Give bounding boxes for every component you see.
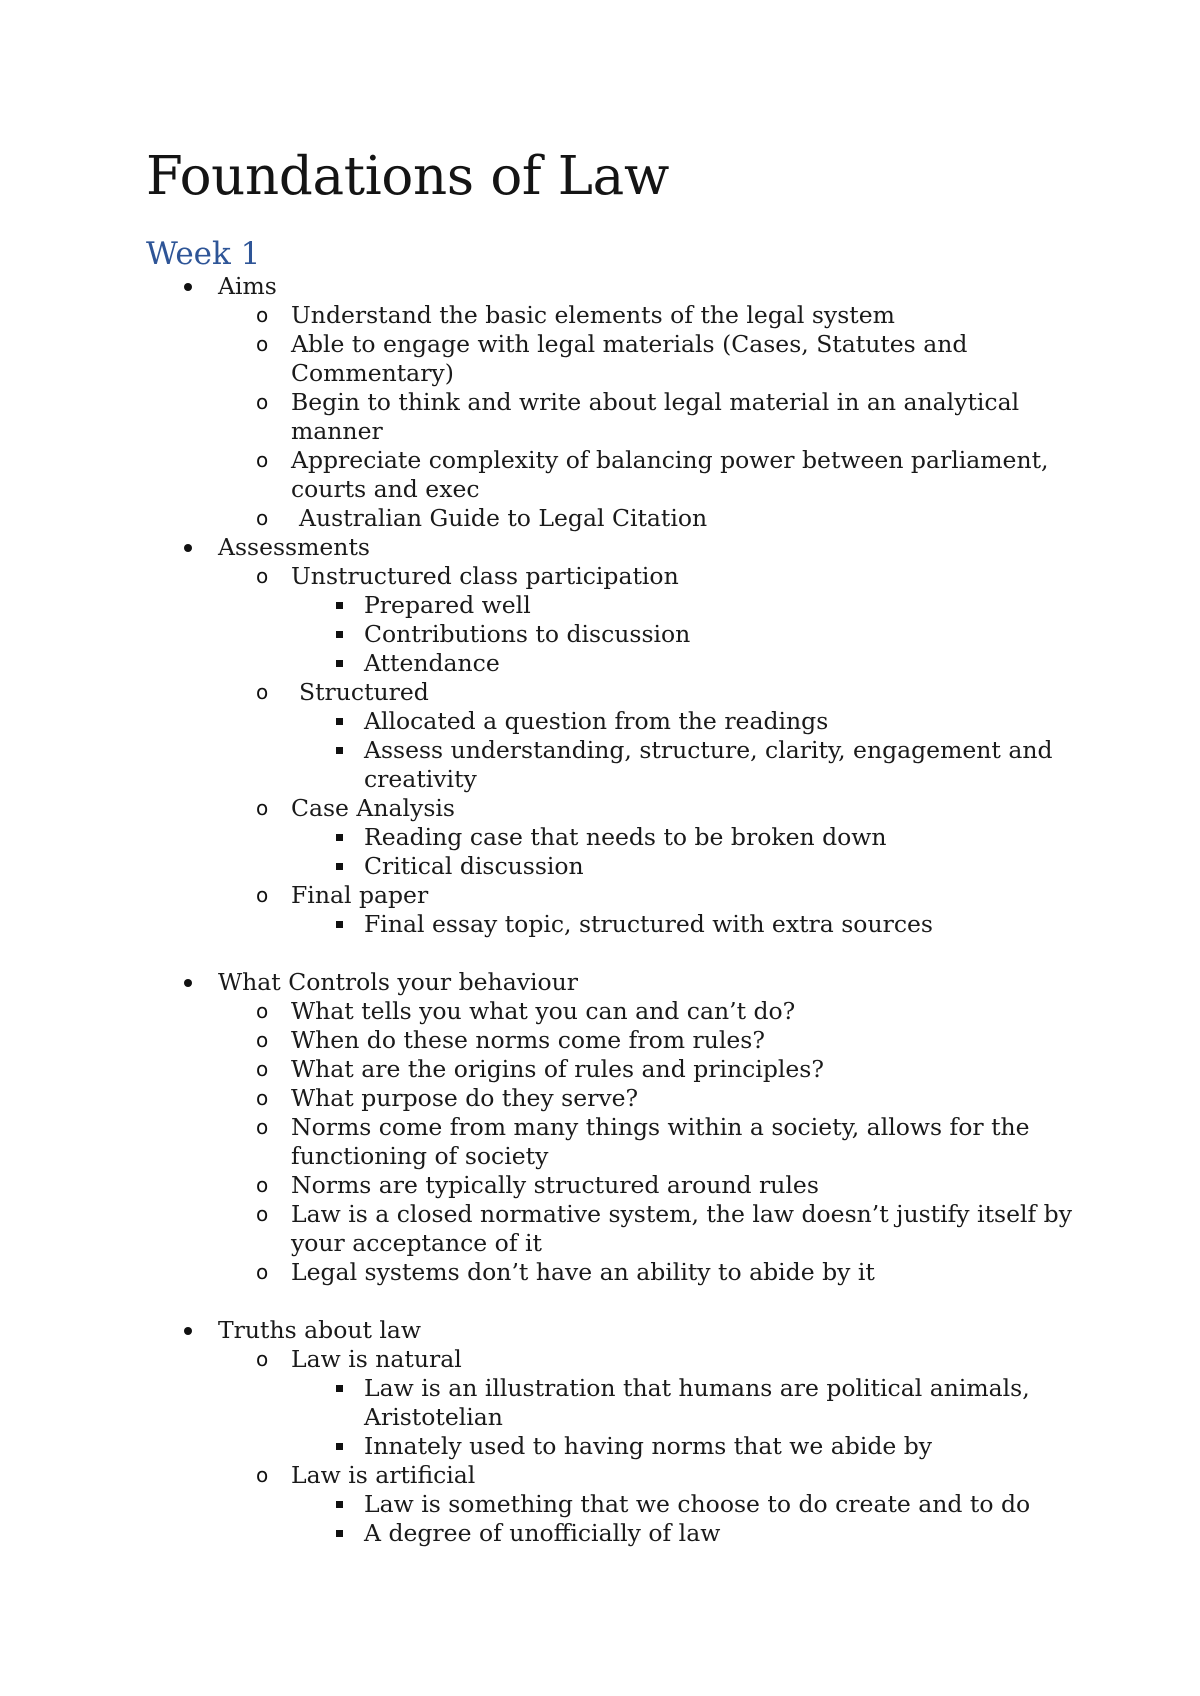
list-item-text: Case Analysis bbox=[291, 794, 455, 822]
list-item bbox=[0, 1519, 1200, 1548]
list-item bbox=[0, 881, 1200, 939]
list-item-text: Prepared well bbox=[364, 591, 531, 619]
square-bullet-icon bbox=[336, 1385, 343, 1392]
list-item bbox=[0, 1026, 1200, 1055]
list-item-text: Reading case that needs to be broken down bbox=[364, 823, 887, 851]
list-item-text: A degree of unofficially of law bbox=[364, 1519, 721, 1547]
list-item-text: Legal systems don’t have an ability to abide by it bbox=[291, 1258, 875, 1286]
circle-bullet-icon: o bbox=[256, 680, 269, 704]
square-bullet-icon bbox=[336, 660, 343, 667]
list-item-text: Law is something that we choose to do create and to do bbox=[364, 1490, 1031, 1518]
bullet-label: Aims bbox=[218, 272, 277, 300]
list-item-text: Innately used to having norms that we abide by bbox=[364, 1432, 933, 1460]
list-item-text: Structured bbox=[299, 678, 429, 706]
list-item bbox=[0, 1171, 1200, 1200]
list-item bbox=[0, 649, 1200, 678]
nested-sublist bbox=[0, 707, 1200, 794]
circle-bullet-icon: o bbox=[256, 796, 269, 820]
list-item-text: Norms are typically structured around rules bbox=[291, 1171, 819, 1199]
list-item bbox=[0, 1113, 1200, 1171]
list-item-text: Final paper bbox=[291, 881, 429, 909]
circle-bullet-icon: o bbox=[256, 332, 269, 356]
circle-bullet-icon: o bbox=[256, 390, 269, 414]
list-item-text: Begin to think and write about legal material in an analytical manner bbox=[291, 388, 1020, 445]
list-item bbox=[0, 736, 1200, 794]
list-item-text: Assess understanding, structure, clarity, engagement and creativity bbox=[364, 736, 1053, 793]
list-item bbox=[0, 1200, 1200, 1258]
circle-bullet-icon: o bbox=[256, 1173, 269, 1197]
circle-bullet-icon: o bbox=[256, 303, 269, 327]
list-item-text: Law is natural bbox=[291, 1345, 462, 1373]
list-item-text: When do these norms come from rules? bbox=[291, 1026, 765, 1054]
list-item-text: Critical discussion bbox=[364, 852, 584, 880]
circle-bullet-icon: o bbox=[256, 564, 269, 588]
list-item-text: Able to engage with legal materials (Cases, Statutes and Commentary) bbox=[291, 330, 968, 387]
list-item bbox=[0, 1374, 1200, 1432]
disc-bullet-icon bbox=[184, 544, 192, 552]
circle-bullet-icon: o bbox=[256, 506, 269, 530]
list-item-text: Unstructured class participation bbox=[291, 562, 679, 590]
list-item-text: Understand the basic elements of the legal system bbox=[291, 301, 895, 329]
square-bullet-icon bbox=[336, 834, 343, 841]
list-item bbox=[0, 1055, 1200, 1084]
circle-bullet-icon: o bbox=[256, 1115, 269, 1139]
list-item bbox=[0, 707, 1200, 736]
list-item-text: Law is artificial bbox=[291, 1461, 476, 1489]
list-item-text: Contributions to discussion bbox=[364, 620, 691, 648]
circle-bullet-icon: o bbox=[256, 1086, 269, 1110]
disc-bullet-icon bbox=[184, 1327, 192, 1335]
document-title: Foundations of Law bbox=[146, 146, 670, 207]
square-bullet-icon bbox=[336, 1501, 343, 1508]
bullet-what-controls-your-behaviour bbox=[0, 968, 1200, 1287]
nested-sublist bbox=[0, 1490, 1200, 1548]
list-item-text: Law is an illustration that humans are political animals, Aristotelian bbox=[364, 1374, 1030, 1431]
bullet-label: Assessments bbox=[218, 533, 370, 561]
truths-sublist bbox=[0, 1345, 1200, 1548]
bullet-truths-about-law bbox=[0, 1316, 1200, 1548]
nested-sublist bbox=[0, 1374, 1200, 1461]
nested-sublist bbox=[0, 910, 1200, 939]
list-item bbox=[0, 678, 1200, 794]
bullet-label: What Controls your behaviour bbox=[218, 968, 579, 996]
square-bullet-icon bbox=[336, 631, 343, 638]
list-item bbox=[0, 620, 1200, 649]
square-bullet-icon bbox=[336, 1443, 343, 1450]
list-item bbox=[0, 388, 1200, 446]
list-item bbox=[0, 794, 1200, 881]
list-item bbox=[0, 330, 1200, 388]
list-item bbox=[0, 301, 1200, 330]
list-item bbox=[0, 1490, 1200, 1519]
behaviour-sublist bbox=[0, 997, 1200, 1287]
list-item bbox=[0, 910, 1200, 939]
circle-bullet-icon: o bbox=[256, 1260, 269, 1284]
square-bullet-icon bbox=[336, 921, 343, 928]
list-item bbox=[0, 1461, 1200, 1548]
bullet-label: Truths about law bbox=[218, 1316, 422, 1344]
list-item bbox=[0, 1084, 1200, 1113]
list-item-text: Australian Guide to Legal Citation bbox=[299, 504, 708, 532]
bullet-assessments bbox=[0, 533, 1200, 939]
list-item bbox=[0, 562, 1200, 678]
square-bullet-icon bbox=[336, 1530, 343, 1537]
list-item-text: Allocated a question from the readings bbox=[364, 707, 829, 735]
list-item bbox=[0, 591, 1200, 620]
square-bullet-icon bbox=[336, 602, 343, 609]
circle-bullet-icon: o bbox=[256, 1028, 269, 1052]
circle-bullet-icon: o bbox=[256, 1347, 269, 1371]
circle-bullet-icon: o bbox=[256, 1202, 269, 1226]
square-bullet-icon bbox=[336, 747, 343, 754]
list-item bbox=[0, 852, 1200, 881]
list-item bbox=[0, 1432, 1200, 1461]
circle-bullet-icon: o bbox=[256, 1057, 269, 1081]
list-item-text: What are the origins of rules and principles? bbox=[291, 1055, 824, 1083]
list-item bbox=[0, 1345, 1200, 1461]
nested-sublist bbox=[0, 591, 1200, 678]
list-item bbox=[0, 997, 1200, 1026]
list-item bbox=[0, 823, 1200, 852]
list-item-text: Norms come from many things within a society, allows for the functioning of society bbox=[291, 1113, 1030, 1170]
list-item bbox=[0, 1258, 1200, 1287]
list-item bbox=[0, 446, 1200, 504]
week-heading: Week 1 bbox=[146, 236, 261, 272]
list-item-text: Law is a closed normative system, the law doesn’t justify itself by your acceptance of it bbox=[291, 1200, 1072, 1257]
list-item bbox=[0, 504, 1200, 533]
list-item-text: What purpose do they serve? bbox=[291, 1084, 639, 1112]
circle-bullet-icon: o bbox=[256, 883, 269, 907]
list-item-text: What tells you what you can and can’t do? bbox=[291, 997, 796, 1025]
square-bullet-icon bbox=[336, 863, 343, 870]
circle-bullet-icon: o bbox=[256, 999, 269, 1023]
assessments-sublist bbox=[0, 562, 1200, 939]
circle-bullet-icon: o bbox=[256, 448, 269, 472]
nested-sublist bbox=[0, 823, 1200, 881]
notes-outline bbox=[0, 272, 1200, 1548]
aims-sublist bbox=[0, 301, 1200, 533]
circle-bullet-icon: o bbox=[256, 1463, 269, 1487]
disc-bullet-icon bbox=[184, 979, 192, 987]
list-item-text: Appreciate complexity of balancing power between parliament, courts and exec bbox=[291, 446, 1049, 503]
list-item-text: Attendance bbox=[364, 649, 500, 677]
disc-bullet-icon bbox=[184, 283, 192, 291]
square-bullet-icon bbox=[336, 718, 343, 725]
bullet-aims bbox=[0, 272, 1200, 533]
list-item-text: Final essay topic, structured with extra sources bbox=[364, 910, 933, 938]
